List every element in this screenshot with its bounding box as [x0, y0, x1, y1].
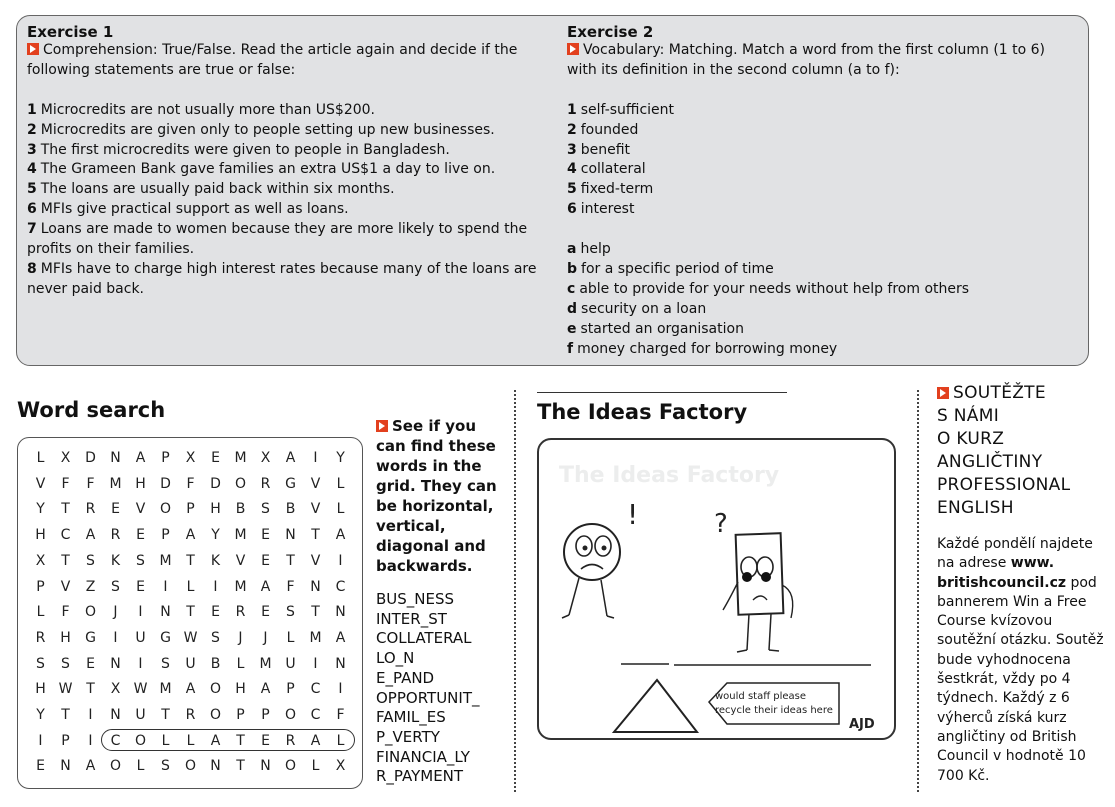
- grid-letter: I: [163, 578, 168, 595]
- statement-list: [27, 101, 547, 300]
- grid-letter: A: [210, 732, 221, 749]
- grid-letter: P: [36, 578, 45, 595]
- grid-letter: I: [338, 681, 343, 698]
- grid-letter: C: [60, 527, 71, 544]
- grid-letter: C: [310, 681, 321, 698]
- grid-letter: I: [88, 707, 93, 723]
- grid-letter: S: [261, 501, 270, 518]
- competition-url[interactable]: www. britishcouncil.cz: [937, 555, 1067, 591]
- grid-letter: A: [285, 450, 296, 466]
- grid-letter: P: [286, 681, 295, 698]
- grid-letter: I: [38, 732, 43, 749]
- grid-letter: E: [261, 604, 270, 621]
- grid-letter: O: [159, 501, 172, 518]
- grid-letter: R: [35, 629, 46, 646]
- grid-letter: L: [36, 450, 45, 466]
- grid-letter: E: [111, 501, 120, 518]
- grid-letter: V: [60, 578, 71, 595]
- grid-letter: V: [310, 501, 321, 518]
- grid-letter: D: [85, 450, 96, 466]
- sign-text-line-2: recycle their ideas here: [715, 705, 833, 716]
- grid-letter: T: [86, 681, 95, 698]
- list-item: c able to provide for your needs without help from others: [567, 280, 970, 297]
- grid-letter: I: [338, 552, 343, 569]
- grid-letter: A: [85, 758, 96, 775]
- grid-letter: O: [284, 758, 297, 775]
- grid-letter: T: [236, 732, 245, 749]
- exercise-2: [567, 24, 1077, 359]
- list-item: d security on a loan: [567, 300, 707, 317]
- grid-letter: D: [160, 475, 171, 492]
- grid-letter: D: [210, 475, 221, 492]
- definition-list: [567, 240, 1077, 359]
- grid-letter: P: [236, 707, 245, 723]
- list-item: 1 Microcredits are not usually more than US$200.: [27, 101, 375, 118]
- grid-letter: T: [161, 707, 170, 723]
- grid-letter: B: [285, 501, 296, 518]
- grid-letter: F: [186, 475, 195, 492]
- list-item: 6 MFIs give practical support as well as loans.: [27, 201, 349, 218]
- grid-letter: A: [260, 578, 271, 595]
- grid-letter: E: [261, 732, 270, 749]
- grid-letter: P: [161, 450, 170, 466]
- grid-letter: A: [335, 629, 346, 646]
- grid-letter: R: [185, 707, 196, 723]
- grid-letter: E: [136, 527, 145, 544]
- list-item: a help: [567, 241, 611, 258]
- grid-letter: T: [61, 552, 70, 569]
- grid-letter: O: [209, 681, 222, 698]
- exclamation-mark: !: [627, 498, 639, 531]
- list-item: INTER_ST: [376, 609, 447, 628]
- grid-letter: R: [110, 527, 121, 544]
- grid-letter: I: [113, 629, 118, 646]
- grid-letter: M: [309, 629, 322, 646]
- grid-letter: L: [186, 732, 195, 749]
- grid-letter: E: [261, 552, 270, 569]
- grid-letter: L: [186, 578, 195, 595]
- grid-letter: S: [161, 655, 170, 672]
- grid-letter: V: [35, 475, 46, 492]
- list-item: BUS_NESS: [376, 590, 455, 608]
- grid-letter: G: [285, 475, 296, 492]
- grid-letter: M: [259, 655, 272, 672]
- exercises-box: [16, 15, 1089, 366]
- competition-heading: SOUTĚŽTE S NÁMI O KURZ ANGLIČTINY PROFESSIONAL ENGLISH: [937, 383, 1071, 518]
- grid-letter: M: [159, 552, 172, 569]
- grid-letter: R: [260, 475, 271, 492]
- list-item: 2 Microcredits are given only to people setting up new businesses.: [27, 121, 495, 138]
- grid-letter: S: [211, 629, 220, 646]
- ideas-factory-title: The Ideas Factory: [537, 400, 748, 424]
- list-item: OPPORTUNIT_: [376, 688, 480, 707]
- grid-letter: V: [310, 475, 321, 492]
- grid-letter: F: [286, 578, 295, 595]
- grid-letter: H: [60, 629, 71, 646]
- grid-letter: Z: [85, 578, 96, 595]
- grid-letter: T: [61, 501, 70, 518]
- list-item: FINANCIA_LY: [376, 747, 470, 766]
- grid-letter: I: [138, 604, 143, 621]
- grid-letter: I: [138, 655, 143, 672]
- grid-letter: H: [35, 527, 46, 544]
- grid-letter: R: [85, 501, 96, 518]
- grid-letter: T: [236, 758, 245, 775]
- grid-letter: N: [60, 758, 71, 775]
- grid-letter: P: [161, 527, 170, 544]
- grid-letter: L: [336, 501, 345, 518]
- grid-letter: I: [313, 655, 318, 672]
- grid-letter: R: [285, 732, 296, 749]
- grid-letter: N: [110, 655, 121, 672]
- grid-letter: A: [310, 732, 321, 749]
- column-divider: [917, 390, 919, 792]
- grid-letter: L: [161, 732, 170, 749]
- list-item: LO_N: [376, 649, 415, 668]
- artist-signature: AJD: [849, 717, 875, 732]
- grid-letter: H: [210, 501, 221, 518]
- grid-letter: U: [185, 655, 196, 672]
- grid-letter: S: [36, 655, 45, 672]
- grid-letter: O: [234, 475, 247, 492]
- svg-text:The Ideas Factory: The Ideas Factory: [559, 463, 780, 488]
- grid-letter: Y: [336, 450, 345, 466]
- grid-letter: L: [236, 655, 245, 672]
- arrow-icon: [567, 43, 579, 55]
- grid-letter: J: [113, 604, 118, 621]
- grid-letter: V: [310, 552, 321, 569]
- word-search-title: Word search: [17, 398, 166, 422]
- grid-letter: M: [159, 681, 172, 698]
- competition-text: Každé pondělí najdete na adrese www. britishcouncil.cz pod bannerem Win a Free Course kvízovou soutěžní otázku. Soutěž bude vyhodnocena šestkrát, vždy po 4 týdnech. Každý z 6 výherců získá kurz angličtiny od British Council v hodnotě 10 700 Kč.: [937, 536, 1104, 784]
- found-word-circle: [101, 729, 355, 751]
- word-search-instructions: See if you can find these words in the grid. They can be horizontal, vertical, diagonal and backwards.: [376, 417, 497, 575]
- grid-letter: E: [211, 604, 220, 621]
- grid-letter: V: [235, 552, 246, 569]
- grid-letter: F: [86, 475, 95, 492]
- list-item: b for a specific period of time: [567, 260, 774, 277]
- grid-letter: W: [133, 681, 148, 698]
- grid-letter: O: [109, 758, 122, 775]
- grid-letter: J: [238, 629, 243, 646]
- grid-letter: L: [36, 604, 45, 621]
- grid-letter: L: [336, 732, 345, 749]
- arrow-icon: [937, 387, 949, 399]
- grid-letter: I: [313, 450, 318, 466]
- grid-letter: J: [263, 629, 268, 646]
- list-item: 5 fixed-term: [567, 181, 654, 198]
- grid-letter: N: [210, 758, 221, 775]
- list-item: 2 founded: [567, 121, 639, 138]
- grid-letter: L: [286, 629, 295, 646]
- grid-letter: C: [335, 578, 346, 595]
- grid-letter: V: [135, 501, 146, 518]
- list-item: 3 The first microcredits were given to people in Bangladesh.: [27, 141, 450, 158]
- grid-letter: A: [85, 527, 96, 544]
- exercise-1-intro: Comprehension: True/False. Read the article again and decide if the following statements are true or false:: [27, 42, 518, 78]
- grid-letter: H: [35, 681, 46, 698]
- grid-letter: I: [88, 732, 93, 749]
- grid-letter: P: [261, 707, 270, 723]
- arrow-icon: [27, 43, 39, 55]
- cartoon: [537, 438, 896, 740]
- list-item: E_PAND: [376, 668, 435, 687]
- grid-letter: X: [110, 681, 121, 698]
- list-item: 4 collateral: [567, 161, 646, 178]
- grid-letter: A: [185, 681, 196, 698]
- grid-letter: N: [310, 578, 321, 595]
- grid-letter: N: [160, 604, 171, 621]
- grid-letter: E: [86, 655, 95, 672]
- grid-letter: M: [234, 527, 247, 544]
- list-item: f money charged for borrowing money: [567, 340, 838, 357]
- grid-letter: N: [285, 527, 296, 544]
- list-item: 6 interest: [567, 201, 635, 218]
- grid-letter: S: [86, 552, 95, 569]
- grid-letter: S: [161, 758, 170, 775]
- grid-letter: N: [110, 707, 121, 723]
- grid-letter: X: [260, 450, 271, 466]
- grid-letter: W: [58, 681, 73, 698]
- grid-letter: I: [213, 578, 218, 595]
- grid-letter: G: [85, 629, 96, 646]
- list-item: COLLATERAL: [376, 629, 472, 648]
- grid-letter: U: [135, 707, 146, 723]
- grid-letter: X: [335, 758, 346, 775]
- grid-letter: N: [335, 604, 346, 621]
- grid-letter: S: [136, 552, 145, 569]
- grid-letter: U: [135, 629, 146, 646]
- list-item: 1 self-sufficient: [567, 101, 675, 118]
- grid-letter: O: [284, 707, 297, 723]
- list-item: FAMIL_ES: [376, 708, 446, 727]
- grid-letter: N: [260, 758, 271, 775]
- exercise-2-title: Exercise 2: [567, 23, 654, 41]
- grid-letter: K: [110, 552, 121, 569]
- list-item: 7 Loans are made to women because they are more likely to spend the profits on their families.: [27, 221, 528, 258]
- list-item: 5 The loans are usually paid back within six months.: [27, 181, 395, 198]
- grid-letter: A: [260, 681, 271, 698]
- grid-letter: L: [311, 758, 320, 775]
- grid-letter: O: [209, 707, 222, 723]
- grid-letter: Y: [36, 707, 45, 723]
- grid-letter: M: [234, 578, 247, 595]
- grid-letter: T: [61, 707, 70, 723]
- grid-letter: A: [135, 450, 146, 466]
- grid-letter: B: [210, 655, 221, 672]
- sign-text-line-1: would staff please: [715, 691, 807, 702]
- grid-letter: O: [84, 604, 97, 621]
- grid-letter: F: [61, 475, 70, 492]
- question-mark: ?: [714, 509, 728, 539]
- grid-letter: P: [186, 501, 195, 518]
- grid-letter: L: [336, 475, 345, 492]
- grid-letter: S: [111, 578, 120, 595]
- grid-letter: T: [311, 604, 320, 621]
- grid-letter: H: [235, 681, 246, 698]
- grid-letter: R: [235, 604, 246, 621]
- grid-letter: U: [285, 655, 296, 672]
- grid-letter: L: [136, 758, 145, 775]
- grid-letter: T: [186, 552, 195, 569]
- grid-letter: W: [183, 629, 198, 646]
- section-rule: [537, 392, 787, 393]
- grid-letter: S: [61, 655, 70, 672]
- word-search-word-list: [376, 590, 479, 787]
- grid-letter: E: [261, 527, 270, 544]
- exercise-1: [27, 24, 547, 300]
- exercise-2-intro: Vocabulary: Matching. Match a word from the first column (1 to 6) with its definition in the second column (a to f):: [567, 42, 1046, 78]
- list-item: e started an organisation: [567, 320, 744, 337]
- grid-letter: G: [160, 629, 171, 646]
- list-item: 4 The Grameen Bank gave families an extra US$1 a day to live on.: [27, 161, 496, 178]
- grid-letter: T: [286, 552, 295, 569]
- cartoon-drawing: [539, 440, 894, 738]
- grid-letter: M: [109, 475, 122, 492]
- grid-letter: M: [234, 450, 247, 466]
- grid-letter: O: [184, 758, 197, 775]
- grid-letter: N: [110, 450, 121, 466]
- grid-letter: H: [135, 475, 146, 492]
- grid-letter: X: [185, 450, 196, 466]
- grid-letter: E: [36, 758, 45, 775]
- grid-letter: B: [235, 501, 246, 518]
- grid-letter: T: [311, 527, 320, 544]
- grid-letter: O: [134, 732, 147, 749]
- grid-letter: C: [310, 707, 321, 723]
- grid-letter: F: [61, 604, 70, 621]
- grid-letter: X: [35, 552, 46, 569]
- list-item: R_PAYMENT: [376, 767, 464, 786]
- list-item: P_VERTY: [376, 727, 440, 746]
- grid-letter: Y: [36, 501, 45, 518]
- grid-letter: E: [136, 578, 145, 595]
- grid-letter: C: [110, 732, 121, 749]
- word-list: [567, 101, 1077, 220]
- grid-letter: A: [185, 527, 196, 544]
- grid-letter: P: [61, 732, 70, 749]
- grid-letter: E: [211, 450, 220, 466]
- arrow-icon: [376, 420, 388, 432]
- grid-letter: S: [286, 604, 295, 621]
- grid-letter: A: [335, 527, 346, 544]
- grid-letter: X: [60, 450, 71, 466]
- column-divider: [514, 390, 516, 792]
- exercise-1-title: Exercise 1: [27, 23, 114, 41]
- grid-letter: K: [210, 552, 221, 569]
- list-item: 3 benefit: [567, 141, 631, 158]
- grid-letter: F: [336, 707, 345, 723]
- grid-letter: Y: [211, 527, 220, 544]
- grid-letter: T: [186, 604, 195, 621]
- grid-letter: N: [335, 655, 346, 672]
- list-item: 8 MFIs have to charge high interest rates because many of the loans are never paid back.: [27, 260, 537, 297]
